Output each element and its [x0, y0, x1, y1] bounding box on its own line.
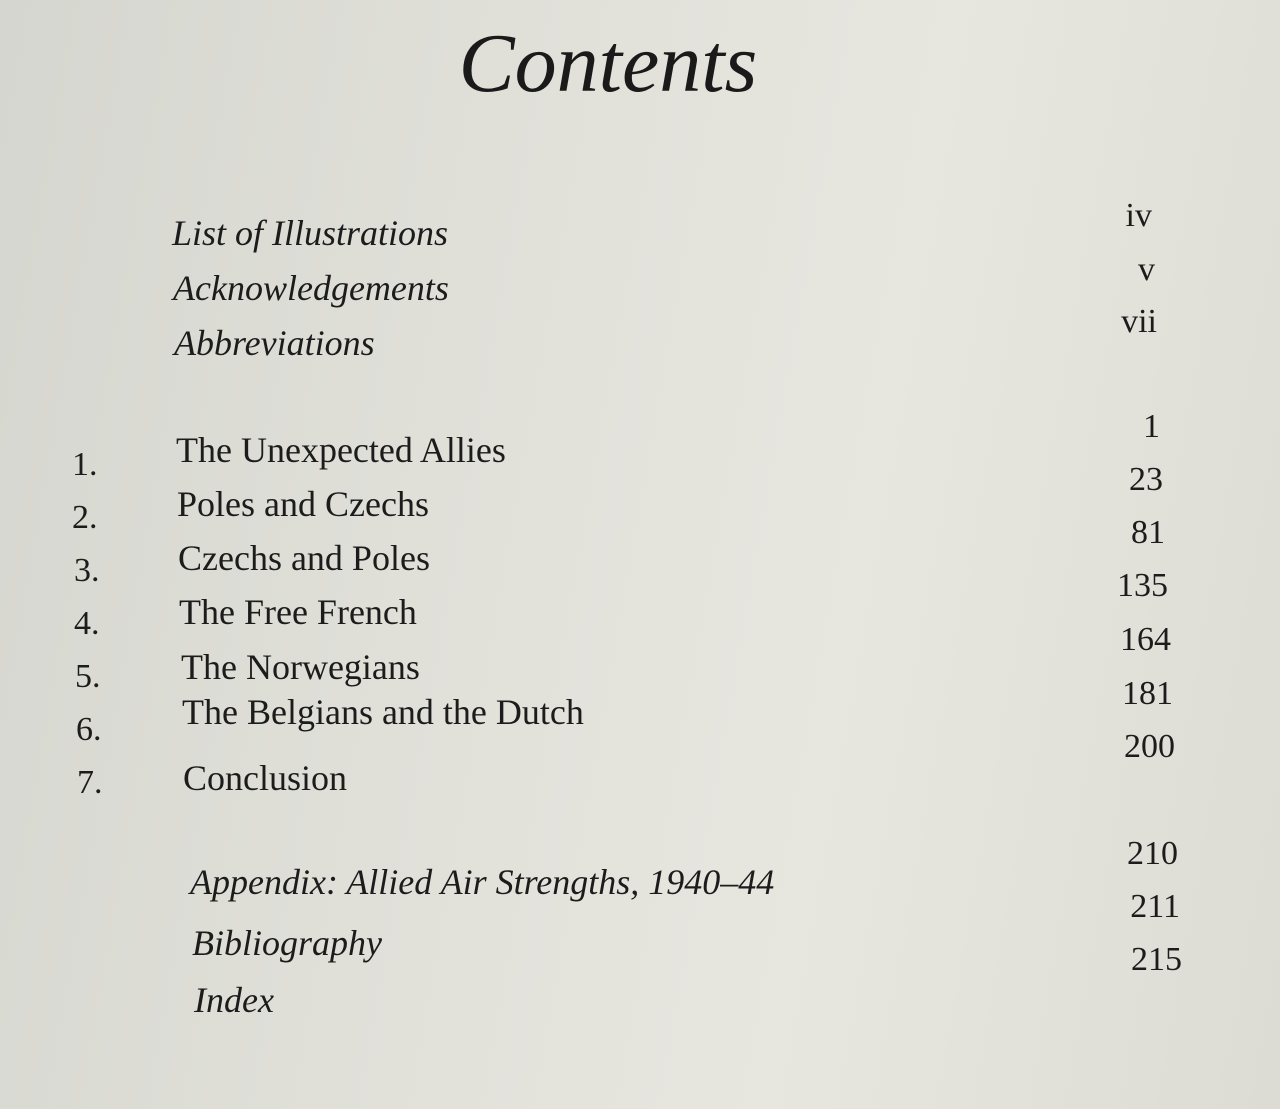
toc-page-appendix: 210	[1127, 835, 1178, 872]
page-title: Contents	[458, 17, 758, 110]
toc-page-acknowledgements: v	[1138, 251, 1155, 288]
chapter-number-7: 7.	[77, 764, 103, 801]
chapter-page-7: 200	[1124, 728, 1175, 765]
chapter-title-2: Poles and Czechs	[177, 484, 429, 524]
chapter-page-6: 181	[1122, 675, 1173, 712]
chapter-number-6: 6.	[76, 711, 102, 748]
chapter-number-5: 5.	[75, 658, 101, 695]
chapter-title-4: The Free French	[179, 592, 417, 632]
chapter-page-3: 81	[1131, 514, 1165, 551]
chapter-page-1: 1	[1143, 408, 1160, 445]
chapter-title-5: The Norwegians	[181, 647, 420, 687]
toc-page-list-of-illustrations: iv	[1125, 197, 1152, 234]
toc-entry-index: Index	[194, 980, 274, 1020]
chapter-title-6: The Belgians and the Dutch	[182, 692, 584, 732]
chapter-title-7: Conclusion	[183, 758, 348, 798]
chapter-title-1: The Unexpected Allies	[176, 430, 506, 470]
chapter-page-2: 23	[1129, 461, 1163, 498]
chapter-page-4: 135	[1117, 567, 1168, 604]
chapter-title-3: Czechs and Poles	[178, 538, 430, 578]
toc-page-abbreviations: vii	[1121, 303, 1157, 340]
toc-entry-abbreviations: Abbreviations	[174, 323, 375, 363]
toc-page-bibliography: 211	[1130, 888, 1180, 925]
chapter-page-5: 164	[1120, 621, 1171, 658]
toc-page-index: 215	[1131, 941, 1182, 978]
toc-entry-appendix: Appendix: Allied Air Strengths, 1940–44	[190, 862, 775, 902]
chapter-number-1: 1.	[72, 446, 98, 483]
chapter-number-2: 2.	[72, 499, 98, 536]
chapter-number-4: 4.	[74, 605, 100, 642]
toc-entry-list-of-illustrations: List of Illustrations	[172, 213, 449, 253]
toc-entry-bibliography: Bibliography	[192, 923, 382, 963]
toc-entry-acknowledgements: Acknowledgements	[173, 268, 449, 308]
chapter-number-3: 3.	[74, 552, 100, 589]
